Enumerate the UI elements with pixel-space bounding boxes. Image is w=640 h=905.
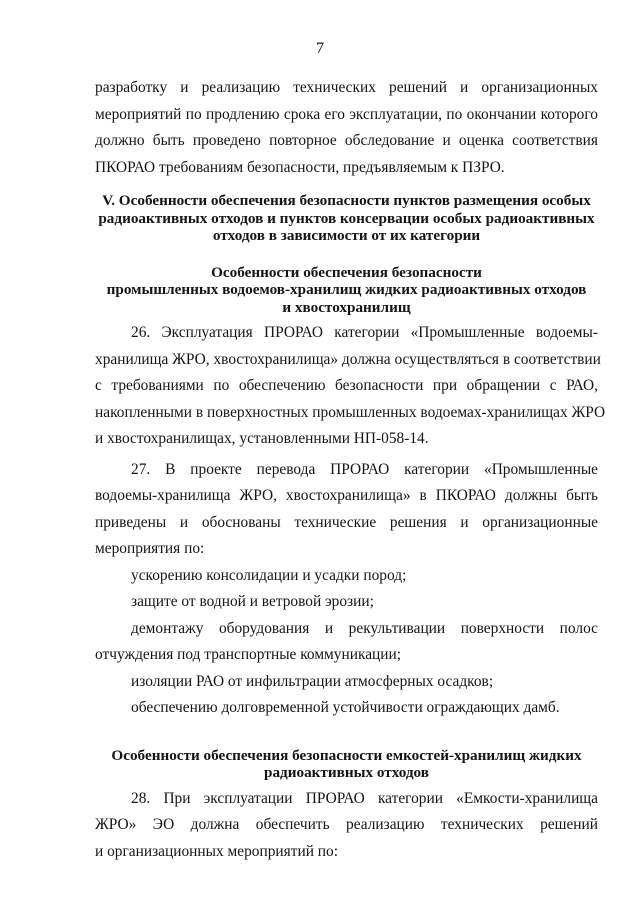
heading-line: Особенности обеспечения безопасности xyxy=(211,263,482,281)
list-item: обеспечению долговременной устойчивости ограждающих дамб. xyxy=(131,699,560,716)
heading-line: V. Особенности обеспечения безопасности пунктов размещения особых xyxy=(102,192,591,209)
text-line: ЖРО» ЭО должна обеспечить реализацию технических решений xyxy=(95,816,598,833)
text-line: и организационных мероприятий по: xyxy=(95,842,338,860)
text-line: приведены и обоснованы технические решения и организационные xyxy=(95,513,598,531)
paragraph-27 xyxy=(95,457,598,563)
measures-list xyxy=(95,563,598,722)
text-line: с требованиями по обеспечению безопасности при обращении с РАО, xyxy=(95,377,598,394)
list-item: отчуждения под транспортные коммуникации; xyxy=(95,646,402,663)
section-heading xyxy=(95,192,598,245)
text-line: 26. Эксплуатация ПРОРАО категории «Промышленные водоемы- xyxy=(131,324,598,341)
heading-line: Особенности обеспечения безопасности емкостей-хранилищ жидких xyxy=(111,746,582,764)
heading-line: отходов в зависимости от их категории xyxy=(212,227,481,244)
heading-line: радиоактивных отходов и пунктов консервации особых радиоактивных xyxy=(98,209,595,227)
text-line: накопленными в поверхностных промышленных водоемах-хранилищах ЖРО xyxy=(95,403,606,421)
intro-paragraph xyxy=(95,75,598,181)
paragraph-26 xyxy=(95,320,606,453)
list-item: изоляции РАО от инфильтрации атмосферных осадков; xyxy=(131,672,494,690)
list-item: демонтажу оборудования и рекультивации поверхности полос xyxy=(131,619,598,637)
subheading-ponds xyxy=(95,264,598,317)
text-line: мероприятия по: xyxy=(95,540,205,557)
heading-line: радиоактивных отходов xyxy=(264,764,429,781)
text-line: 28. При эксплуатации ПРОРАО категории «Емкости-хранилища xyxy=(131,789,598,807)
list-item: защите от водной и ветровой эрозии; xyxy=(131,593,374,610)
heading-line: и хвостохранилищ xyxy=(282,298,411,316)
text-line: разработку и реализацию технических решений и организационных xyxy=(95,79,598,96)
text-line: 27. В проекте перевода ПРОРАО категории «Промышленные xyxy=(131,460,598,478)
text-line: и хвостохранилищах, установленными НП-058-14. xyxy=(95,430,429,447)
text-line: хранилища ЖРО, хвостохранилища» должна осуществляться в соответствии xyxy=(95,350,601,368)
subheading-tanks xyxy=(95,747,598,782)
heading-line: промышленных водоемов-хранилищ жидких радиоактивных отходов xyxy=(106,281,587,298)
document-body xyxy=(95,75,606,865)
text-line: водоемы-хранилища ЖРО, хвостохранилища» в ПКОРАО должны быть xyxy=(95,487,598,504)
text-line: должно быть проведено повторное обследование и оценка соответствия xyxy=(95,132,598,149)
page-number: 7 xyxy=(316,40,324,57)
text-line: ПКОРАО требованиям безопасности, предъявляемым к ПЗРО. xyxy=(95,158,505,176)
paragraph-28 xyxy=(95,786,598,866)
text-line: мероприятий по продлению срока его эксплуатации, по окончании которого xyxy=(95,105,598,123)
list-item: ускорению консолидации и усадки пород; xyxy=(131,566,407,584)
